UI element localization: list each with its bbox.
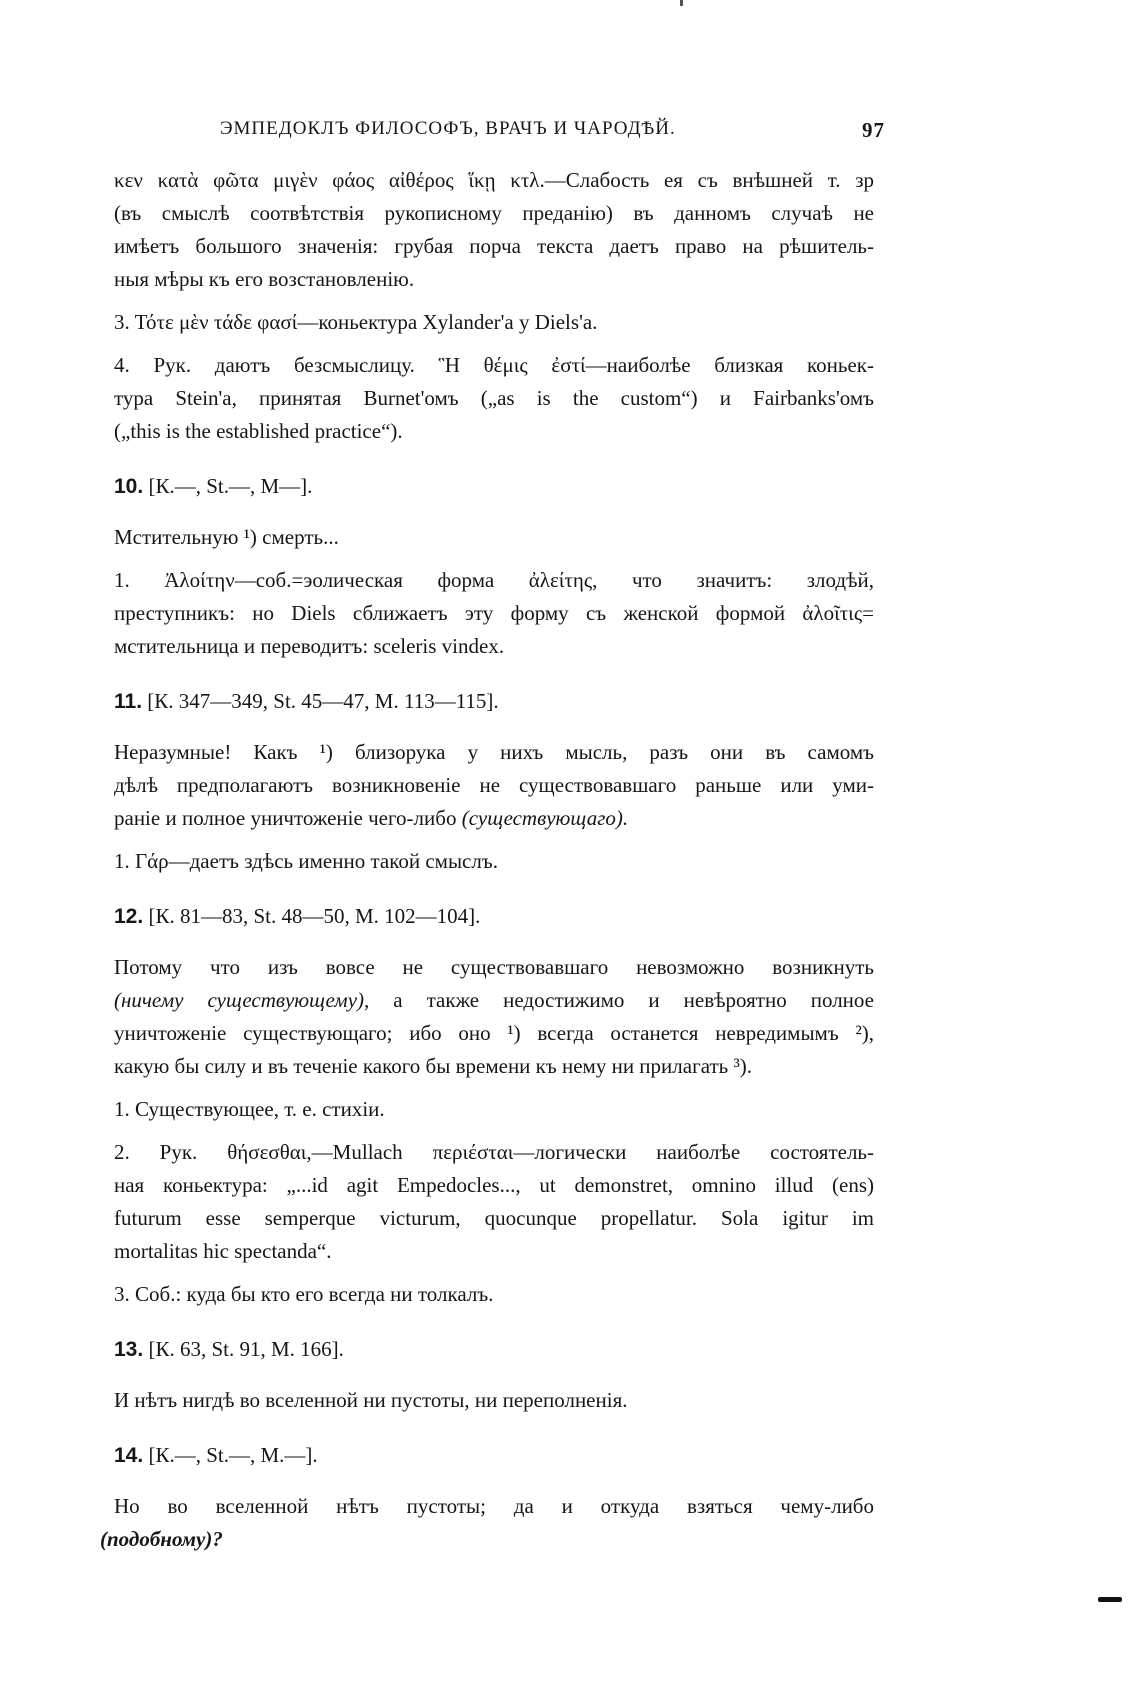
fragment-heading-12 <box>114 900 874 933</box>
fragment-number: 11. <box>114 690 143 713</box>
fragment-reference: [К. 347—349, St. 45—47, М. 113—115]. <box>142 689 499 713</box>
fragment-reference: [К. 81—83, St. 48—50, М. 102—104]. <box>143 904 481 928</box>
translation-line: уничтоженіе существующаго; ибо оно ¹) всегда останется невредимымъ ²), <box>114 1021 874 1045</box>
translation-line <box>114 802 874 835</box>
translation-line: дѣлѣ предполагаютъ возникновеніе не существовавшаго раньше или уми- <box>114 773 874 797</box>
text-line: тура Stein'a, принятая Burnet'омъ („as is the custom“) и Fairbanks'омъ <box>114 386 874 410</box>
text-line: преступникъ: но Diels сближаетъ эту форму съ женской формой ἀλοῖτις= <box>114 601 874 625</box>
page-number: 97 <box>862 118 885 142</box>
fragment-heading-11 <box>114 685 874 718</box>
text-line: имѣетъ большого значенія: грубая порча текста даетъ право на рѣшитель- <box>114 234 874 258</box>
fragment-reference: [К.—, St.—, М—]. <box>143 474 313 498</box>
text-line: (въ смыслѣ соотвѣтствія рукописному преданію) въ данномъ случаѣ не <box>114 201 874 225</box>
text-line: („this is the established practice“). <box>114 419 403 443</box>
fragment-reference: [К.—, St.—, М.—]. <box>143 1443 318 1467</box>
text-line: мстительница и переводитъ: sceleris vindex. <box>114 634 505 658</box>
page-header <box>220 118 885 148</box>
note-line: 1. Существующее, т. е. стихіи. <box>114 1097 385 1121</box>
note-line: 2. Рук. θήσεσθαι,—Mullach περιέσται—логически наиболѣе состоятель- <box>114 1140 874 1164</box>
note-line: 3. Τότε μὲν τάδε φασί—коньектура Xylander'a у Diels'a. <box>114 310 598 334</box>
translator-insertion: (подобному)? <box>100 1527 223 1551</box>
text-line: futurum esse semperque victurum, quocunque propellatur. Sola igitur im <box>114 1206 874 1230</box>
translator-insertion: (ничему существующему), <box>114 988 370 1012</box>
fragment-heading-13 <box>114 1333 874 1366</box>
page-body <box>100 164 874 1556</box>
note-line: 3. Соб.: куда бы кто его всегда ни толкалъ. <box>114 1282 494 1306</box>
translation-line: Неразумные! Какъ ¹) близорука у нихъ мысль, разъ они въ самомъ <box>114 740 874 764</box>
translation-line <box>114 984 874 1017</box>
translation-text: раніе и полное уничтоженіе чего-либо <box>114 806 457 830</box>
text-line: κεν κατὰ φῶτα μιγὲν φάος αἰθέρος ἵκῃ κτλ.—Слабость ея съ внѣшней т. зр <box>114 168 874 192</box>
note-line: 1. Ἀλοίτην—соб.=эолическая форма ἀλείτης, что значитъ: злодѣй, <box>114 568 874 592</box>
fragment-number: 10. <box>114 475 144 498</box>
translation-line: Мстительную ¹) смерть... <box>114 525 339 549</box>
translation-line: Но во вселенной нѣтъ пустоты; да и откуда взяться чему-либо <box>114 1494 874 1518</box>
translator-insertion: (существующаго). <box>461 806 629 830</box>
scan-mark <box>1098 1597 1122 1602</box>
fragment-number: 14. <box>114 1444 144 1467</box>
translation-line: Потому что изъ вовсе не существовавшаго невозможно возникнуть <box>114 955 874 979</box>
fragment-number: 12. <box>114 905 144 928</box>
scan-speck <box>680 0 683 6</box>
fragment-reference: [К. 63, St. 91, М. 166]. <box>143 1337 344 1361</box>
translation-line: какую бы силу и въ теченіе какого бы времени къ нему ни прилагать ³). <box>114 1054 753 1078</box>
translation-text: а также недостижимо и невѣроятно полное <box>393 988 874 1012</box>
text-line: ныя мѣры къ его возстановленію. <box>114 267 415 291</box>
note-line: 4. Рук. даютъ безсмыслицу. Ἣ θέμις ἐστί—наиболѣе близкая коньек- <box>114 353 874 377</box>
text-line: mortalitas hic spectanda“. <box>114 1239 332 1263</box>
translation-line: И нѣтъ нигдѣ во вселенной ни пустоты, ни переполненія. <box>114 1388 628 1412</box>
fragment-heading-14 <box>114 1439 874 1472</box>
note-line: 1. Γάρ—даетъ здѣсь именно такой смыслъ. <box>114 849 498 873</box>
fragment-heading-10 <box>114 470 874 503</box>
text-line: ная коньектура: „...id agit Empedocles..., ut demonstret, omnino illud (ens) <box>114 1173 874 1197</box>
fragment-number: 13. <box>114 1338 144 1361</box>
running-title: ЭМПЕДОКЛЪ ФИЛОСОФЪ, ВРАЧЪ И ЧАРОДѢЙ. <box>220 118 676 139</box>
